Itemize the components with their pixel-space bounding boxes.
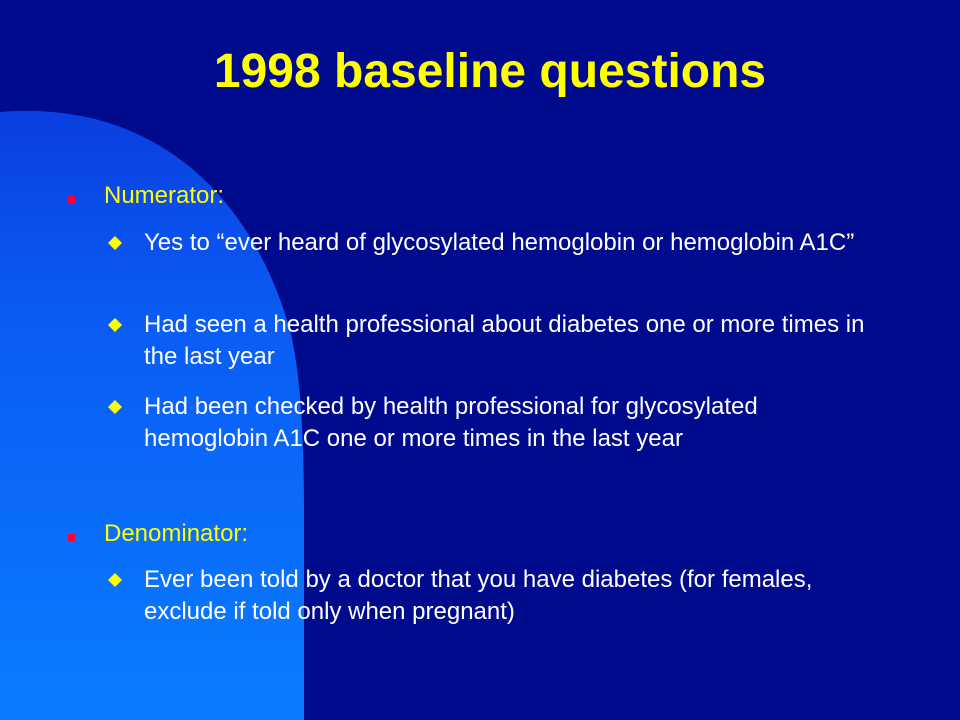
section-heading-denominator: Denominator:: [104, 520, 249, 547]
numerator-item-2: Had seen a health professional about diabetes one or more times in the last year: [144, 311, 865, 370]
diamond-bullet: [108, 573, 122, 587]
diamond-bullet: [108, 236, 122, 250]
diamond-bullet: [108, 400, 122, 414]
square-bullet: [68, 534, 75, 541]
section-heading-numerator: Numerator:: [104, 182, 225, 209]
numerator-item-3: Had been checked by health professional for glycosylated hemoglobin A1C one or more times in the last year: [144, 393, 758, 452]
slide-title: 1998 baseline questions: [213, 45, 767, 98]
denominator-item-1: Ever been told by a doctor that you have diabetes (for females, exclude if told only when pregnant): [144, 566, 813, 625]
diamond-bullet: [108, 318, 122, 332]
numerator-item-1: Yes to “ever heard of glycosylated hemoglobin or hemoglobin A1C”: [144, 229, 855, 256]
square-bullet: [68, 196, 75, 203]
